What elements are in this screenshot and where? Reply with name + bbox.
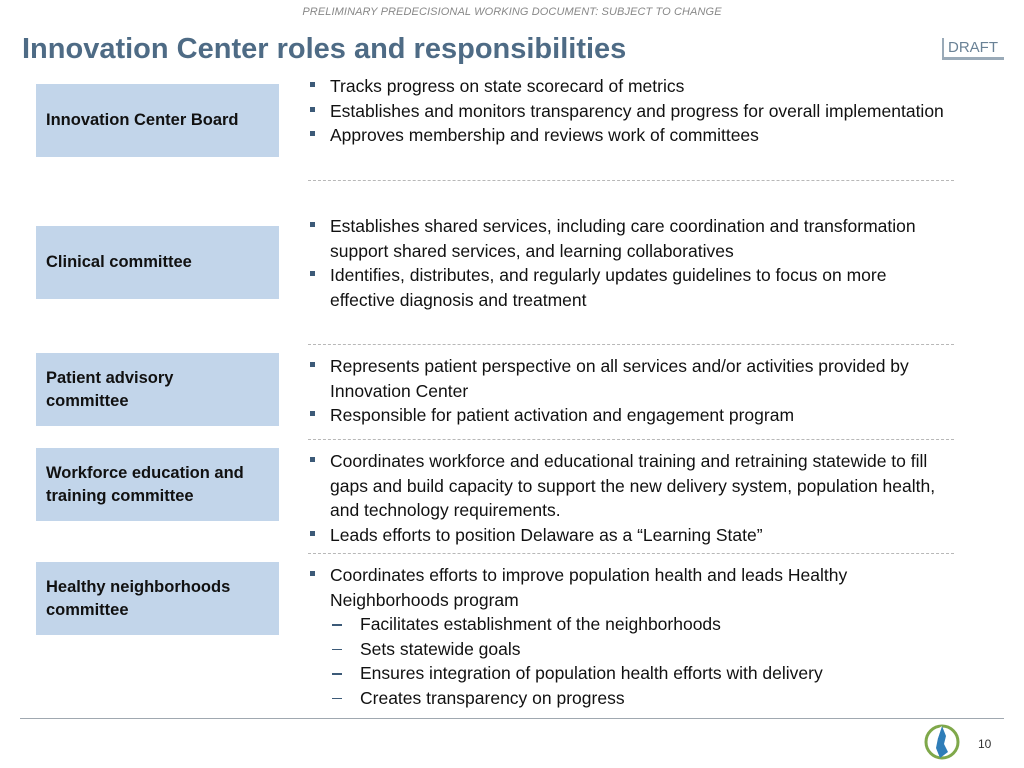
sub-bullet-item: Creates transparency on progress [308,686,948,711]
footer-divider [20,718,1004,719]
delaware-logo-icon [922,722,962,762]
section-divider [308,553,954,554]
role-box-innovation-center-board [36,84,279,157]
bullet-list-board [308,74,948,148]
bullet-item: Leads efforts to position Delaware as a “Learning State” [308,523,948,548]
section-divider [308,344,954,345]
draft-stamp: DRAFT [942,38,1004,60]
page-number: 10 [978,737,992,751]
role-box-healthy-neighborhoods-committee [36,562,279,635]
bullet-item: Identifies, distributes, and regularly updates guidelines to focus on more effective diagnosis and treatment [308,263,948,312]
bullet-item: Tracks progress on state scorecard of metrics [308,74,948,99]
role-box-clinical-committee [36,226,279,299]
header-note: PRELIMINARY PREDECISIONAL WORKING DOCUMENT: SUBJECT TO CHANGE [302,6,722,18]
bullet-item: Establishes shared services, including care coordination and transformation support shared services, and learning collaboratives [308,214,948,263]
bullet-item: Represents patient perspective on all services and/or activities provided by Innovation Center [308,354,948,403]
role-label: Innovation Center Board [46,111,239,129]
sub-bullet-item: Ensures integration of population health efforts with delivery [308,661,948,686]
bullet-list-clinical [308,214,948,312]
page-title: Innovation Center roles and responsibilities [22,33,627,65]
bullet-list-neighborhoods [308,563,948,710]
bullet-item: Coordinates efforts to improve population health and leads Healthy Neighborhoods program [308,563,948,612]
role-box-patient-advisory-committee [36,353,279,426]
role-label: Healthy neighborhoods committee [46,577,231,619]
bullet-item: Approves membership and reviews work of committees [308,123,948,148]
bullet-item: Responsible for patient activation and engagement program [308,403,948,428]
sub-bullet-item: Sets statewide goals [308,637,948,662]
bullet-list-workforce [308,449,948,547]
bullet-item: Establishes and monitors transparency and progress for overall implementation [308,99,948,124]
role-box-workforce-committee [36,448,279,521]
role-label: Patient advisory committee [46,368,174,410]
section-divider [308,180,954,181]
bullet-item: Coordinates workforce and educational training and retraining statewide to fill gaps and build capacity to support the new delivery system, population health, and technology requirements. [308,449,948,523]
sub-bullet-item: Facilitates establishment of the neighborhoods [308,612,948,637]
role-label: Workforce education and training committee [46,463,244,505]
section-divider [308,439,954,440]
role-label: Clinical committee [46,253,192,271]
bullet-list-patient [308,354,948,428]
